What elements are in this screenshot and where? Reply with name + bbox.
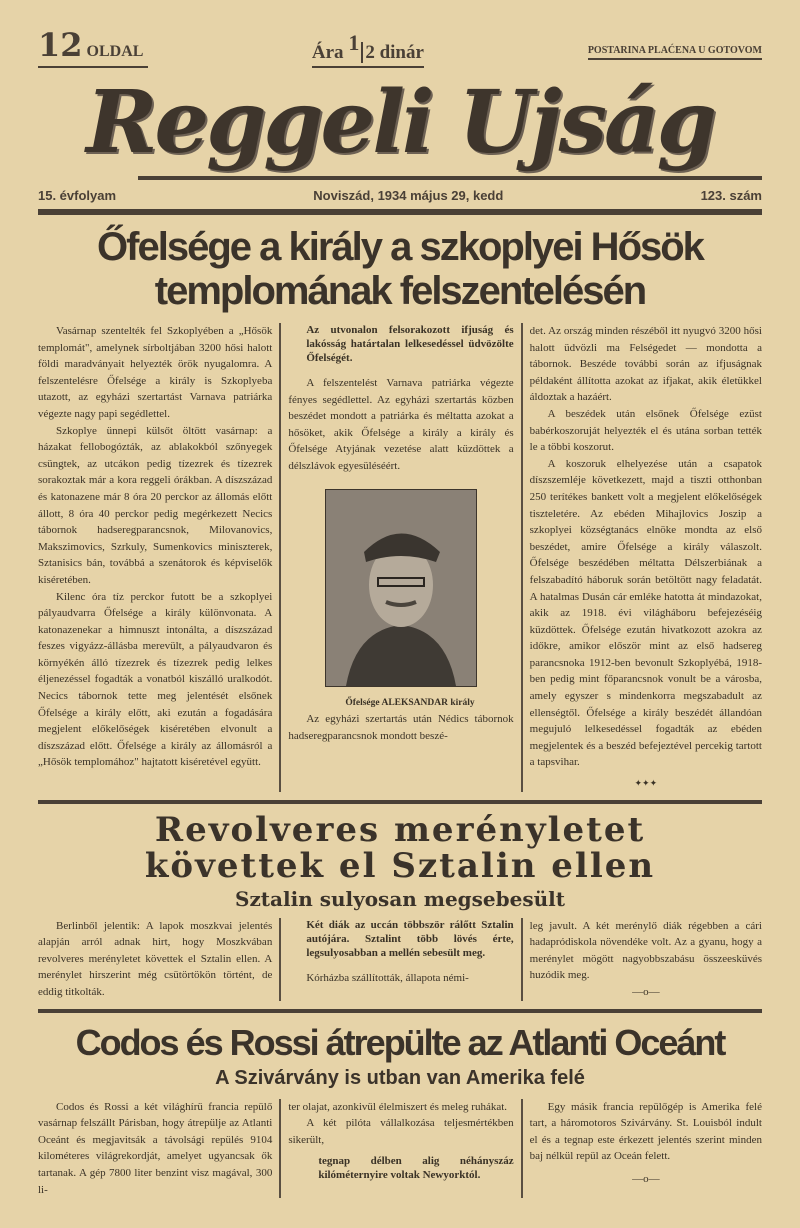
price-denominator: 2 dinár [365, 42, 424, 63]
paragraph: Vasárnap szentelték fel Szkoplyében a „Hősök templomát", amelynek sírboltjában 3200 hősi halott földi maradványait helyezték örök nyugalomra. A felszentelésre Őfelsége a király is Szkoplyeba utazott, az egyházi szertartást Varnava patriárka végezte nagy papi segédlettel. [38, 325, 273, 420]
paragraph: Kilenc óra tíz perckor futott be a szkoplyei pályaudvarra Őfelsége a király különvonata. A katonazenekar a himnuszt intonálta, a díszszázad feszes vigyázz-állásba merevült, a pályaudvaron és környékén álló tízezrek és tízezrek pedig lelkes éljenezéssel fogadták a vonatból kiszálló uralkodót. Necics tábornok tette meg jelentését elsőnek Őfelsége a király előtt, aki ezután a fogadására megjelent előkelőségek kiséretében elvonult a díszszázad előtt. Őfelsége a király az állomásról a „Hősök templomához" hajtatott kiséretével együtt. [38, 590, 273, 769]
article1-columns [38, 323, 762, 792]
postage-note: POSTARINA PLAĆENA U GOTOVOM [588, 45, 762, 60]
article2-headline-line2: követtek el Sztalin ellen [144, 845, 656, 886]
paragraph: A beszédek után elsőnek Őfelsége ezüst babérkoszoruját helyezték el és utána sorban tették le a többi koszorut. [529, 407, 762, 454]
article3-columns [38, 1099, 762, 1199]
article3-column1 [38, 1099, 279, 1199]
masthead [38, 68, 762, 176]
paragraph: A felszentelést Varnava patriárka végezte fényes segédlettel. Az egyházi szertartás közben beszédet mondott a patriárka és méltatta azokat a hősöket, akik Őfelsége a király a király és Őfelsége Atyjának vezetése alatt küzdöttek a délszlávok egyesüléséért. [288, 377, 514, 472]
page-count [38, 26, 148, 68]
paragraph: A két pilóta vállalkozása teljesmértékben sikerült, [288, 1117, 514, 1146]
article2-headline-line1: Revolveres merényletet [154, 809, 646, 850]
article2-columns [38, 918, 762, 1001]
paragraph: Berlinből jelentik: A lapok moszkvai jelentés alapján arról adnak hirt, hogy Moszkvában revolveres merényletet követtek el Sztalin ellen. A merénylet hirszerint még csütörtökön történt, de eddig titkolták. [38, 919, 273, 998]
lead-paragraph: Az utvonalon felsorakozott ifjuság és lakósság határtalan lelkesedéssel üdvözölte Őfelségét. [306, 324, 514, 364]
article1-column2 [279, 323, 520, 792]
price-numerator: 1 [348, 30, 360, 55]
price [311, 30, 424, 68]
paragraph: Egy másik francia repülőgép is Amerika felé tart, a háromotoros Szivárvány. St. Louisból indult el és a tegnap este érkezett jelentés szerint minden baj nélkül repül az Oceán felett. [529, 1100, 762, 1163]
article2-column3 [521, 918, 762, 1001]
lead-paragraph: Két diák az uccán többször rálőtt Sztalin autójára. Sztalint több lövés érte, legsulyosabban a mellén sebesült meg. [306, 918, 514, 959]
article1-headline-line1: Őfelsége a király a szkoplyei Hősök [97, 225, 703, 269]
section-rule [38, 1009, 762, 1013]
article2-column2 [279, 918, 520, 1001]
article1-headline-line2: templomának felszentelésén [154, 269, 646, 313]
article2-column1 [38, 918, 279, 1001]
article3-column2 [279, 1099, 520, 1199]
paragraph: Szkoplye ünnepi külsőt öltött vasárnap: a házakat fellobogózták, az ablakokból szőnyegek csüngtek, az utcákon pedig tízezrek és tízezrek sorakoztak már a kora reggeli órákban. A díszszázad és katonazene már 8 óra 20 perckor az állomás előtt állott, 8 óra 40 perckor pedig megérkezett Necics tábornok hadseregparancsnok, Milovanovics, Makszimovics, Szrkuly, Sumenkovics miniszterek, Sztanisics bán, továbbá a szenátorok és képviselők kiséretében. [38, 424, 273, 586]
photo-caption: Őfelsége ALEKSANDAR király [345, 697, 475, 708]
paragraph: Kórházba szállították, állapota némi- [306, 971, 469, 984]
paragraph: det. Az ország minden részéből itt nyugvó 3200 hősi halott üdvözli ma Felségedet — mondotta a tábornok. Beszéde további során az ifjuságnak példaként állította azokat az ifjakat, akik életükkel áldoztak a hazáért. [529, 325, 762, 404]
lead-paragraph: tegnap délben alig néhányszáz kilóméternyire voltak Newyorktól. [318, 1155, 514, 1182]
end-mark: —o— [632, 1172, 660, 1185]
paragraph: leg javult. A két merénylő diák régebben a cári hadapródiskola növendéke volt. Az a gyanu, hogy a merénylet mögött nagyobbszabásu összeesküvés huzódik meg. [529, 919, 762, 982]
paragraph: Codos és Rossi a két világhírü francia repülő vasárnap felszállt Párisban, hogy átrepülje az Atlanti Oceánt és megjavitsák a távolsági repülés 9104 kilométeres világrekordját, amelyet ugyancsak ők tartanak. A gép 7800 liter benzint visz magával, 300 li- [38, 1100, 273, 1196]
issue-number: 123. szám [700, 188, 762, 203]
paragraph: ter olajat, azonkivül élelmiszert és meleg ruhákat. [288, 1100, 508, 1113]
article1-column3 [521, 323, 762, 792]
article2-subhead: Sztalin sulyosan megsebesült [235, 886, 565, 911]
paragraph: A koszoruk elhelyezése után a csapatok díszszemléje következett, majd a tiszti otthonban 250 terítékes bankett volt a megjelent előkelőségek tiszteletére. Az ebéden Mihajlovics Joszip a szkoplyei községtanács elnöke mondta az első beszédet, amire Őfelsége a király válaszolt. Őfelsége beszédében méltatta Délszerbiának a felszabadító háboruk során betöltött nagy feladatát. A hatalmas Dusán cár emléke hatotta át mindazokat, akik az 1918. évi világháboru befejezéséig küzdöttek. Őfelsége ezután hivatkozott azokra az időkre, amikor először mint az első hadsereg parancsnoka 1912-ben bevonult Szkoplyébá, 1918-ben pedig mint főparancsnok vonult be a városba, amely egyszer s mindenkorra megszabadult az ellenségtől. Őfelsége a király beszédét állandóan megujuló lelkesedéssel fogadták az ebéden megjelentek és a beszéd befejeztével percekig tartott a tapsvihar. [529, 457, 762, 769]
header-rule [38, 209, 762, 215]
date: Noviszád, 1934 május 29, kedd [313, 188, 504, 203]
paragraph: Az egyházi szertartás után Nédics tábornok hadseregparancsnok mondott beszé- [288, 713, 514, 742]
king-portrait-photo [325, 489, 477, 687]
masthead-title: Reggeli Ujság [86, 71, 714, 173]
page-count-number: 12 [38, 26, 83, 64]
volume: 15. évfolyam [38, 188, 117, 203]
end-mark: —o— [632, 986, 660, 998]
article3-column3 [521, 1099, 762, 1199]
price-prefix: Ára [311, 42, 344, 63]
dateline [38, 188, 762, 203]
masthead-underline [138, 176, 762, 180]
section-rule [38, 800, 762, 804]
article3-subhead: A Szivárvány is utban van Amerika felé [215, 1066, 585, 1089]
end-mark: ✦✦✦ [634, 778, 658, 789]
portrait-image [326, 490, 476, 686]
page-count-label: OLDAL [86, 43, 144, 60]
article1-column1 [38, 323, 279, 792]
top-bar [38, 26, 762, 68]
article3-headline: Codos és Rossi átrepülte az Atlanti Oceánt [75, 1021, 725, 1063]
